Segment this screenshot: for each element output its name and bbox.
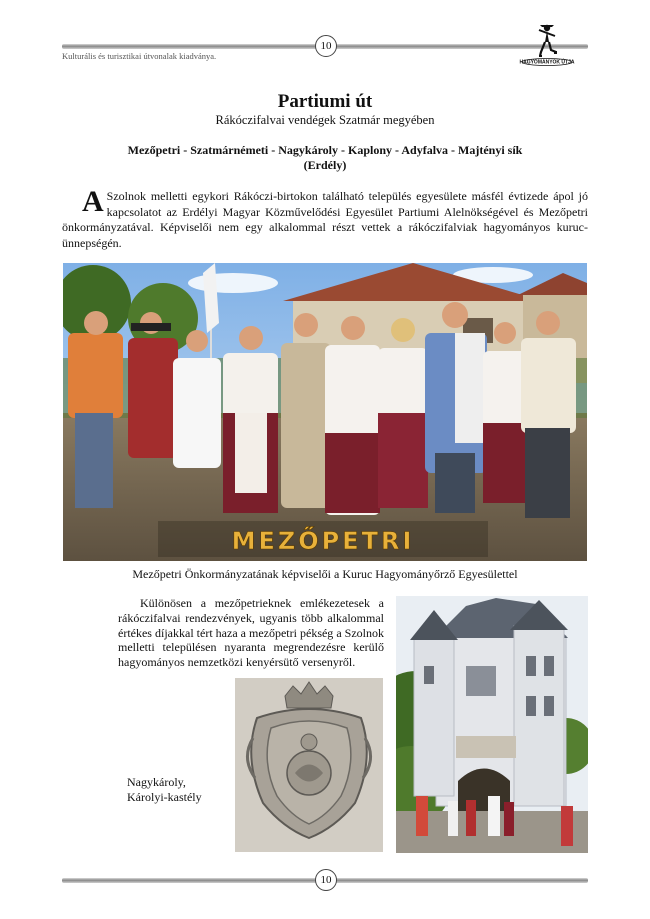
intro-paragraph [62,185,588,251]
drop-cap: A [82,185,104,218]
header-page-number: 10 [315,35,337,57]
intro-text: Szolnok melletti egykori Rákóczi-birtokon található település egyesülete másfél évtizede ápol jó kapcsolatot az Erdélyi Magyar Közművelődési Egyesület Partiumi Alelnökségével és Mezőpetri önkormányzatával. Képviselői nem egy alkalommal részt vettek a rákóczifalviak hagyományos kuruc-ünnepségén. [62,189,588,250]
page-title: Partiumi út [277,91,373,112]
body-paragraph [118,596,384,670]
karolyi-castle-photo [396,596,588,853]
group-photo-caption: Mezőpetri Önkormányzatának képviselői a Kuruc Hagyományőrző Egyesülettel [132,567,518,581]
route-line-1: Mezőpetri - Szatmárnémeti - Nagykároly - Kaplony - Adyfalva - Majtényi sík [127,143,523,157]
hagyomanyok-utja-logo [518,22,576,74]
header-caption: Kulturális és turisztikai útvonalak kiadványa. [62,51,217,61]
logo-text: HAGYOMÁNYOK ÚTJA [519,59,575,66]
body-text: Különösen a mezőpetrieknek emlékezetesek a rákóczifalvai rendezvények, ugyanis több alkalommal értékes díjakkal tért haza a mezőpetri pékség a Szolnok melletti településen nyaranta megrendezésre kerülő hagyományos nemzetközi kenyérsütő versenyről. [118,596,384,670]
page-subtitle: Rákóczifalvai vendégek Szatmár megyében [215,113,435,127]
coat-of-arms-photo [235,678,383,852]
route-line-2: (Erdély) [303,158,347,172]
route-heading [80,143,570,173]
footer-page-number: 10 [315,869,337,891]
castle-caption-line-1: Nagykároly, [127,775,186,789]
photo-placard-text: MEZŐPETRI [231,527,415,555]
castle-caption-line-2: Károlyi-kastély [127,790,202,804]
castle-caption [127,775,202,805]
group-photo-mezopetri [63,263,587,561]
